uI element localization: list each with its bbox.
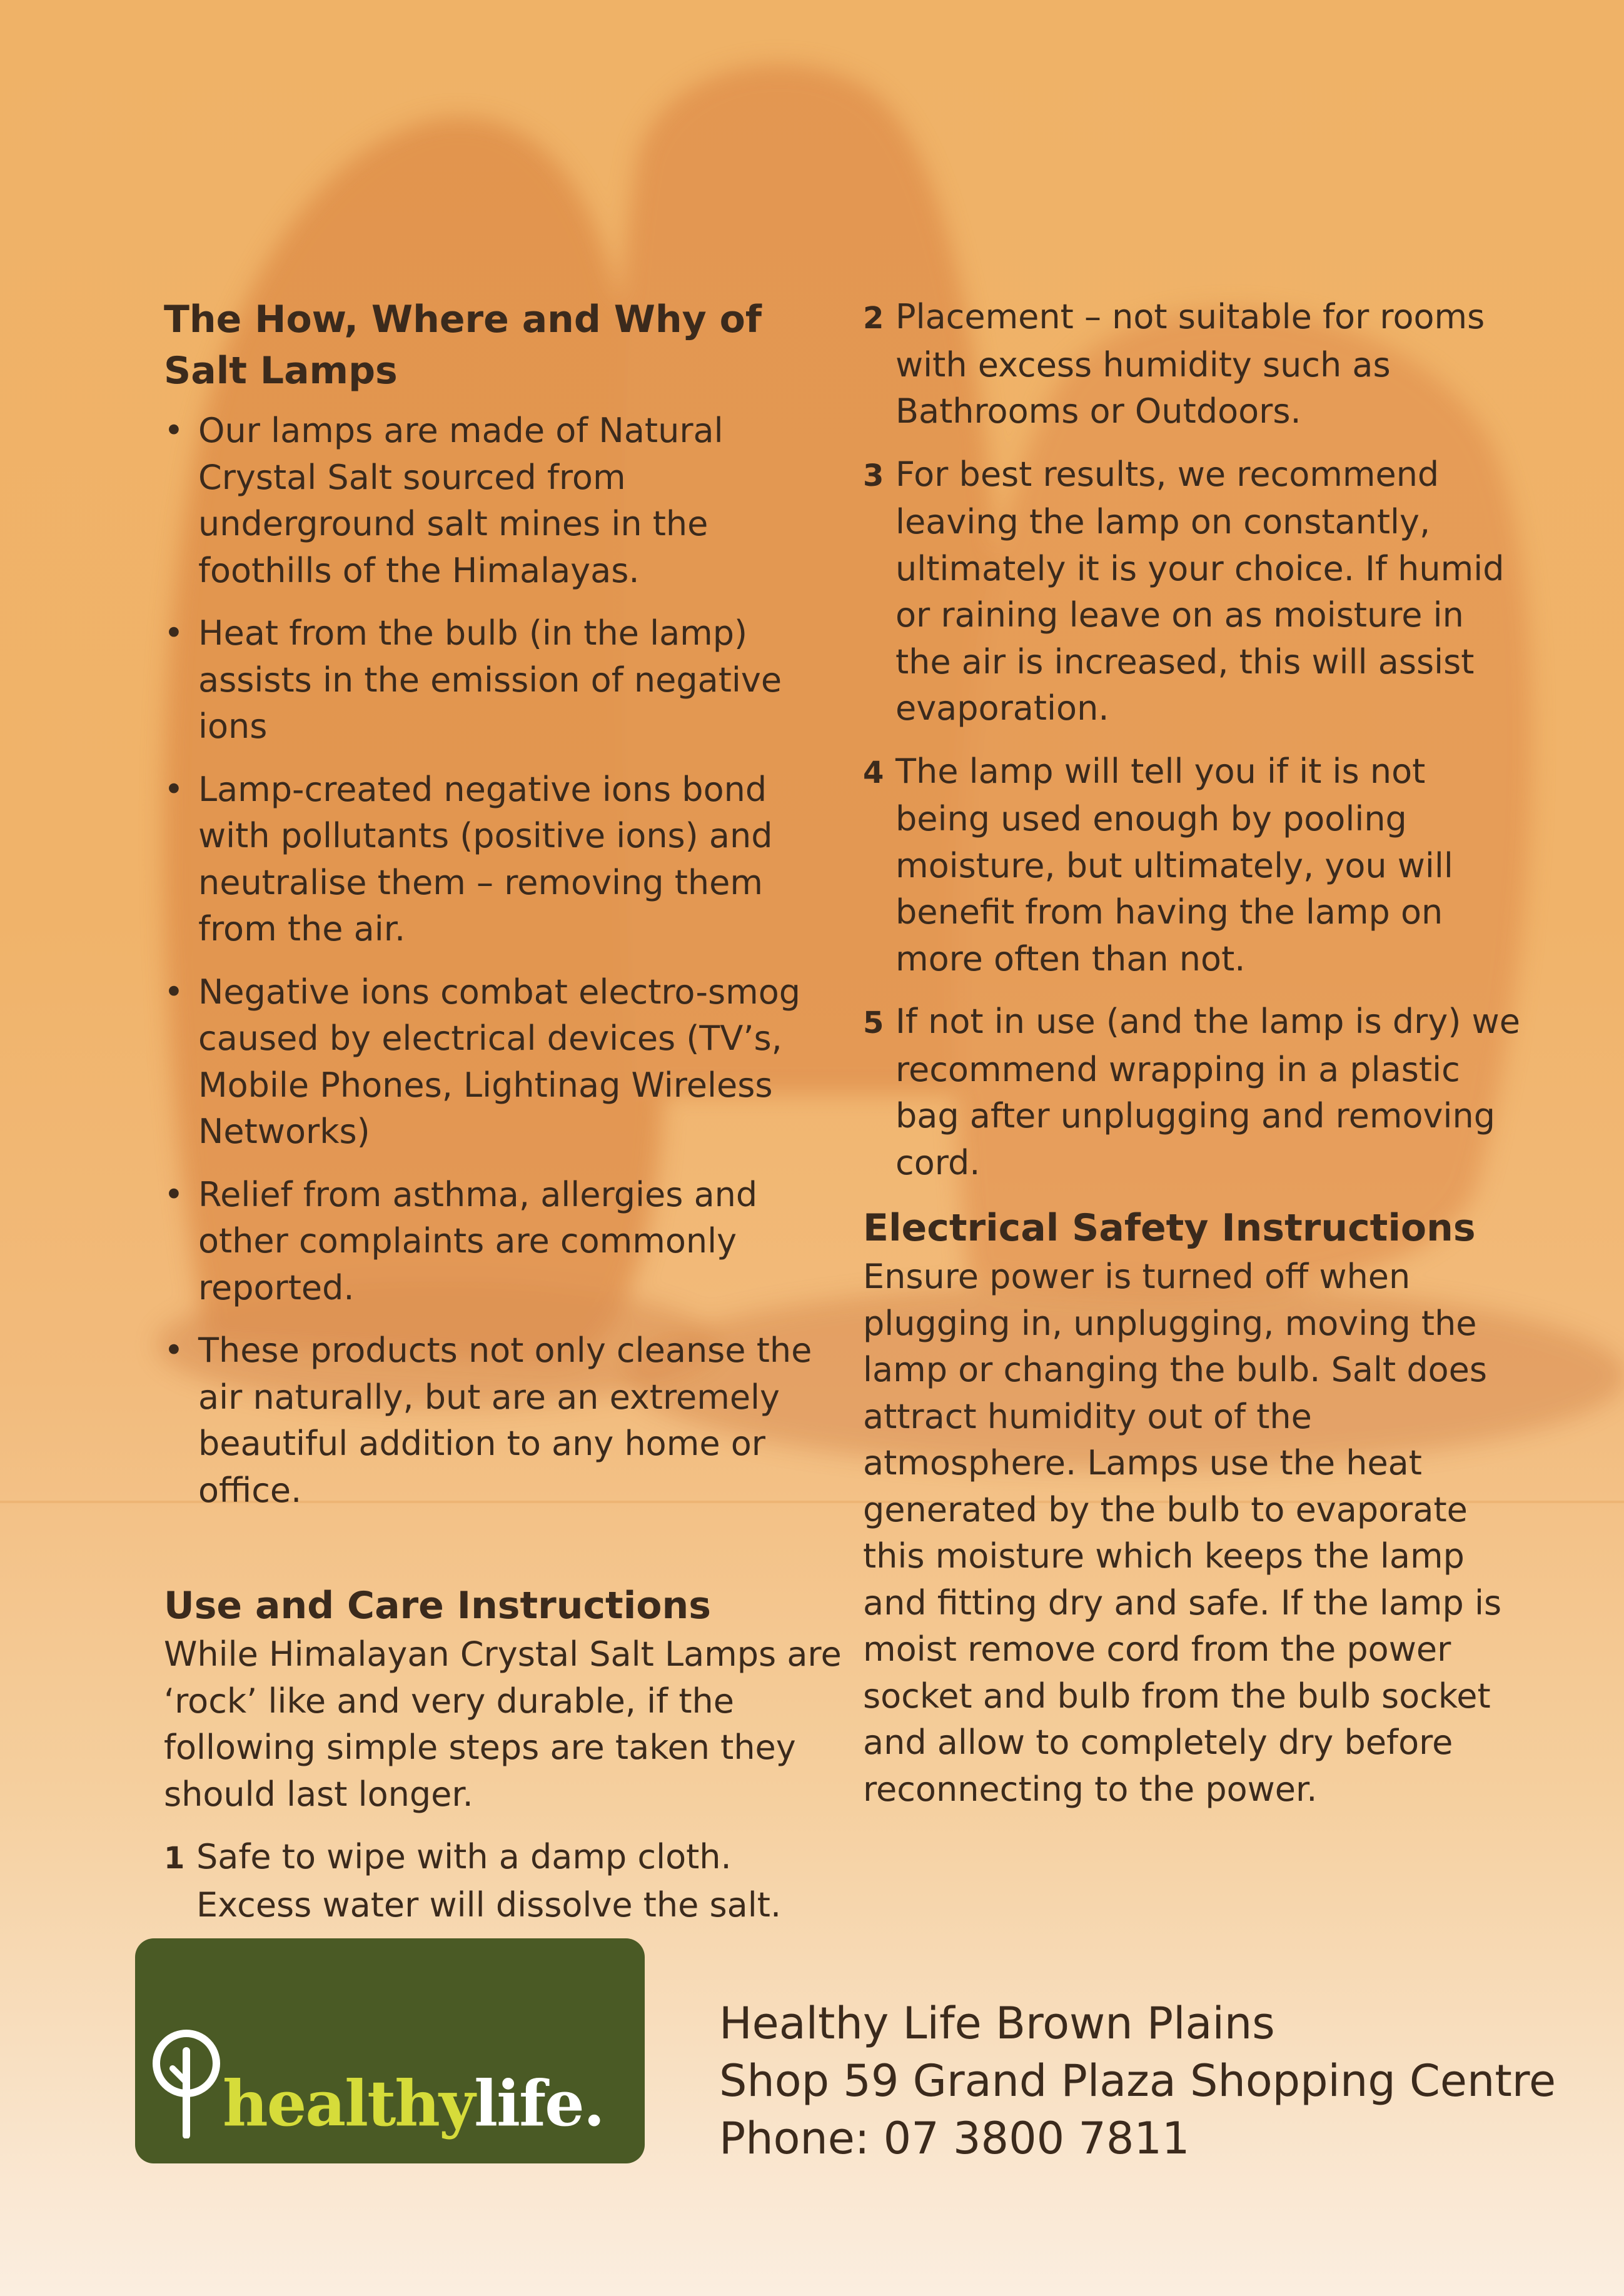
list-item: • Heat from the bulb (in the lamp) assists in the emission of negative ions bbox=[164, 610, 845, 750]
bullet-icon: • bbox=[164, 1331, 184, 1370]
intro-heading-line2: Salt Lamps bbox=[164, 349, 398, 393]
list-item: 5 If not in use (and the lamp is dry) we recommend wrapping in a plastic bag after unplugging and removing cord. bbox=[863, 1002, 1520, 1182]
bullet-icon: • bbox=[164, 613, 184, 653]
list-item: 4 The lamp will tell you if it is not being used enough by pooling moisture, but ultimately, you will benefit from having the lamp on more often than not. bbox=[863, 751, 1453, 979]
store-address: Shop 59 Grand Plaza Shopping Centre bbox=[719, 2055, 1556, 2107]
tree-icon bbox=[149, 2026, 224, 2138]
intro-heading bbox=[164, 294, 845, 396]
benefits-list bbox=[164, 408, 845, 1514]
list-item: 1 Safe to wipe with a damp cloth. Excess water will dissolve the salt. bbox=[164, 1837, 782, 1925]
logo-wordmark bbox=[223, 2067, 604, 2140]
store-name: Healthy Life Brown Plains bbox=[719, 1998, 1275, 2049]
list-item: • Negative ions combat electro-smog caused by electrical devices (TV’s, Mobile Phones, Lightinag Wireless Networks) bbox=[164, 969, 845, 1156]
safety-heading: Electrical Safety Instructions bbox=[863, 1206, 1476, 1250]
bullet-icon: • bbox=[164, 972, 184, 1012]
logo-word-healthy: healthy bbox=[223, 2067, 475, 2140]
right-column bbox=[863, 294, 1526, 1813]
logo-word-life: life. bbox=[474, 2067, 604, 2140]
left-column bbox=[164, 294, 845, 1945]
section-spacer bbox=[164, 1530, 845, 1580]
store-contact bbox=[719, 1995, 1556, 2167]
healthylife-logo bbox=[135, 1938, 645, 2163]
list-item: • Our lamps are made of Natural Crystal Salt sourced from underground salt mines in the foothills of the Himalayas. bbox=[164, 408, 845, 594]
list-item: 2 Placement – not suitable for rooms with excess humidity such as Bathrooms or Outdoors. bbox=[863, 297, 1485, 431]
list-item: 3 For best results, we recommend leaving the lamp on constantly, ultimately it is your choice. If humid or raining leave on as moisture in the air is increased, this will assist evaporation. bbox=[863, 454, 1505, 728]
list-item: • Relief from asthma, allergies and other complaints are commonly reported. bbox=[164, 1172, 845, 1312]
list-item: • Lamp-created negative ions bond with pollutants (positive ions) and neutralise them – removing them from the air. bbox=[164, 767, 845, 953]
care-steps-left bbox=[164, 1834, 845, 1928]
care-heading: Use and Care Instructions bbox=[164, 1584, 711, 1628]
care-intro: While Himalayan Crystal Salt Lamps are ‘rock’ like and very durable, if the following simple steps are taken they should last longer. bbox=[164, 1634, 842, 1814]
bullet-icon: • bbox=[164, 411, 184, 450]
care-steps-right bbox=[863, 294, 1526, 1186]
store-phone: Phone: 07 3800 7811 bbox=[719, 2113, 1190, 2164]
safety-text: Ensure power is turned off when plugging in, unplugging, moving the lamp or changing the bulb. Salt does attract humidity out of the atmosphere. Lamps use the heat generated by the bulb to evaporate this moisture which keeps the lamp and fitting dry and safe. If the lamp is moist remove cord from the power socket and bulb from the bulb socket and allow to completely dry before reconnecting to the power. bbox=[863, 1257, 1502, 1809]
bullet-icon: • bbox=[164, 1174, 184, 1214]
intro-heading-line1: The How, Where and Why of bbox=[164, 298, 762, 341]
list-item: • These products not only cleanse the air naturally, but are an extremely beautiful addition to any home or office. bbox=[164, 1327, 845, 1514]
bullet-icon: • bbox=[164, 769, 184, 809]
